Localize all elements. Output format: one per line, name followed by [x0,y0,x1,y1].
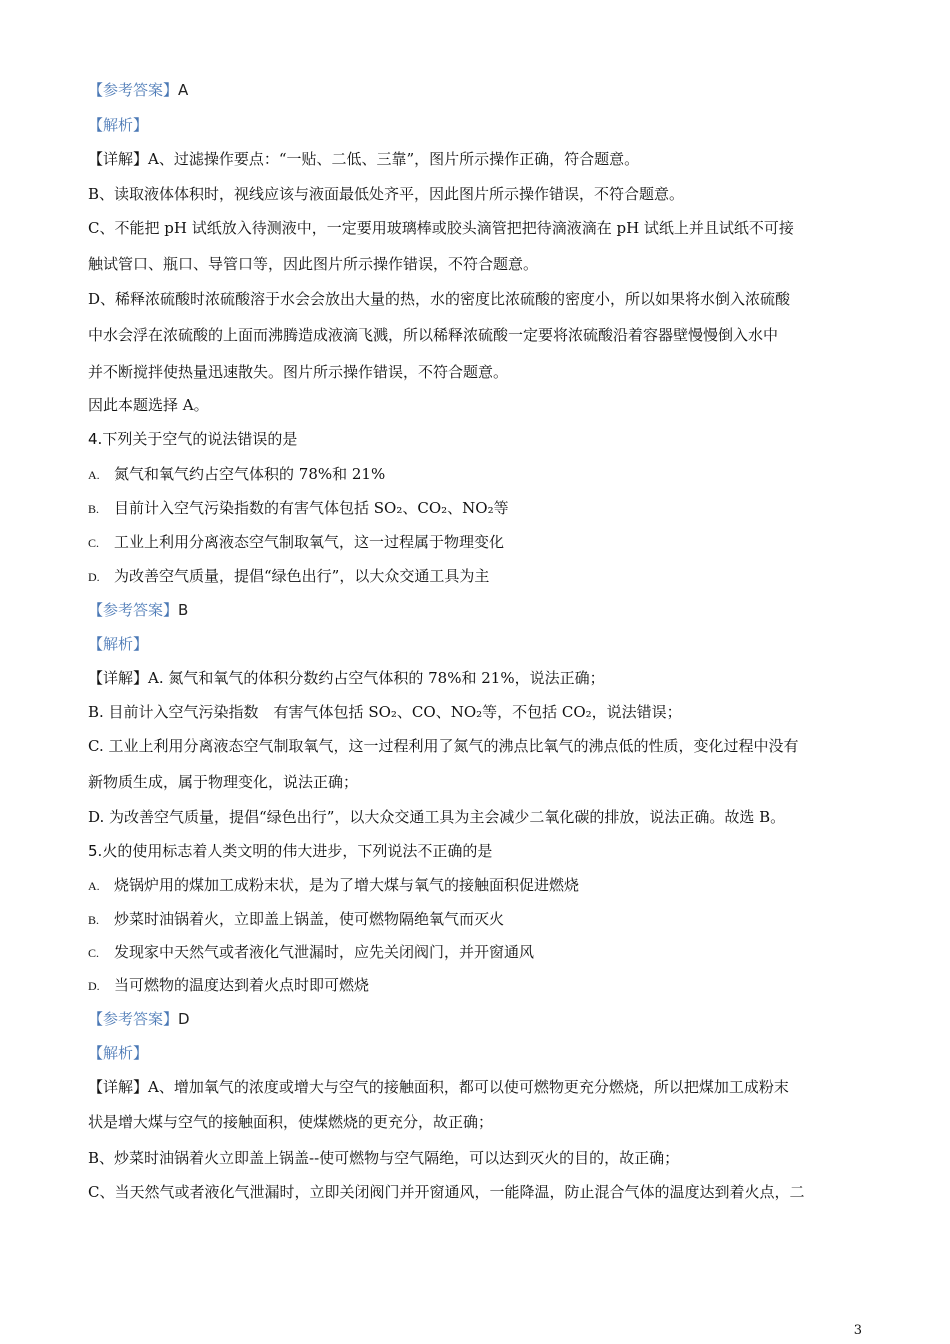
text-line: 新物质生成，属于物理变化，说法正确； [88,773,359,791]
text-line: C、不能把 pH 试纸放入待测液中，一定要用玻璃棒或胶头滴管把把待滴液滴在 pH 试纸上并且试纸不可接 [88,219,794,237]
text-line: 【详解】A、过滤操作要点：“一贴、二低、三靠”，图片所示操作正确，符合题意。 [88,150,640,168]
text-line: 并不断搅拌使热量迅速散失。图片所示操作错误，不符合题意。 [88,363,509,381]
text-line: 【详解】A、增加氧气的浓度或增大与空气的接触面积，都可以使可燃物更充分燃烧，所以把煤加工成粉末 [88,1078,789,1096]
option-b: B. 目前计入空气污染指数的有害气体包括 SO₂、CO₂、NO₂等 [88,499,509,517]
option-c: C. 发现家中天然气或者液化气泄漏时，应先关闭阀门，并开窗通风 [88,943,535,961]
text-line: 中水会浮在浓硫酸的上面而沸腾造成液滴飞溅，所以稀释浓硫酸一定要将浓硫酸沿着容器壁慢慢倒入水中 [88,326,779,344]
option-d: D. 为改善空气质量，提倡“绿色出行”，以大众交通工具为主 [88,567,490,585]
text-line: 因此本题选择 A。 [88,396,209,414]
option-c: C. 工业上利用分离液态空气制取氧气，这一过程属于物理变化 [88,533,505,551]
answer-line: 【参考答案】A [88,81,189,99]
text-line: D. 为改善空气质量，提倡“绿色出行”，以大众交通工具为主会减少二氧化碳的排放，说法正确。故选 B。 [88,808,786,826]
analysis-heading: 【解析】 [88,635,149,653]
text-line: 【详解】A. 氮气和氧气的体积分数约占空气体积的 78%和 21%，说法正确； [88,669,605,687]
option-a: A. 氮气和氧气约占空气体积的 78%和 21% [88,465,386,483]
option-b: B. 炒菜时油锅着火，立即盖上锅盖，使可燃物隔绝氧气而灭火 [88,910,505,928]
option-d: D. 当可燃物的温度达到着火点时即可燃烧 [88,976,370,994]
page-number: 3 [853,1323,862,1338]
text-line: 触试管口、瓶口、导管口等，因此图片所示操作错误，不符合题意。 [88,255,539,273]
text-line: D、稀释浓硫酸时浓硫酸溶于水会会放出大量的热，水的密度比浓硫酸的密度小，所以如果将水倒入浓硫酸 [88,290,791,308]
text-line: B. 目前计入空气污染指数 有害气体包括 SO₂、CO、NO₂等，不包括 CO₂，说法错误； [88,703,682,721]
analysis-heading: 【解析】 [88,116,149,134]
text-line: B、炒菜时油锅着火立即盖上锅盖--使可燃物与空气隔绝，可以达到灭火的目的，故正确； [88,1149,680,1167]
question-4: 4.下列关于空气的说法错误的是 [88,430,298,448]
question-5: 5.火的使用标志着人类文明的伟大进步，下列说法不正确的是 [88,842,493,860]
text-line: C. 工业上利用分离液态空气制取氧气，这一过程利用了氮气的沸点比氧气的沸点低的性质，变化过程中没有 [88,737,799,755]
text-line: 状是增大煤与空气的接触面积，使煤燃烧的更充分，故正确； [88,1113,494,1131]
text-line: C、当天然气或者液化气泄漏时，立即关闭阀门并开窗通风，一能降温，防止混合气体的温度达到着火点，二 [88,1183,805,1201]
text-line: B、读取液体体积时，视线应该与液面最低处齐平，因此图片所示操作错误，不符合题意。 [88,185,685,203]
option-a: A. 烧锅炉用的煤加工成粉末状，是为了增大煤与氧气的接触面积促进燃烧 [88,876,580,894]
analysis-heading: 【解析】 [88,1044,149,1062]
answer-line: 【参考答案】D [88,1010,190,1028]
answer-line: 【参考答案】B [88,601,189,619]
